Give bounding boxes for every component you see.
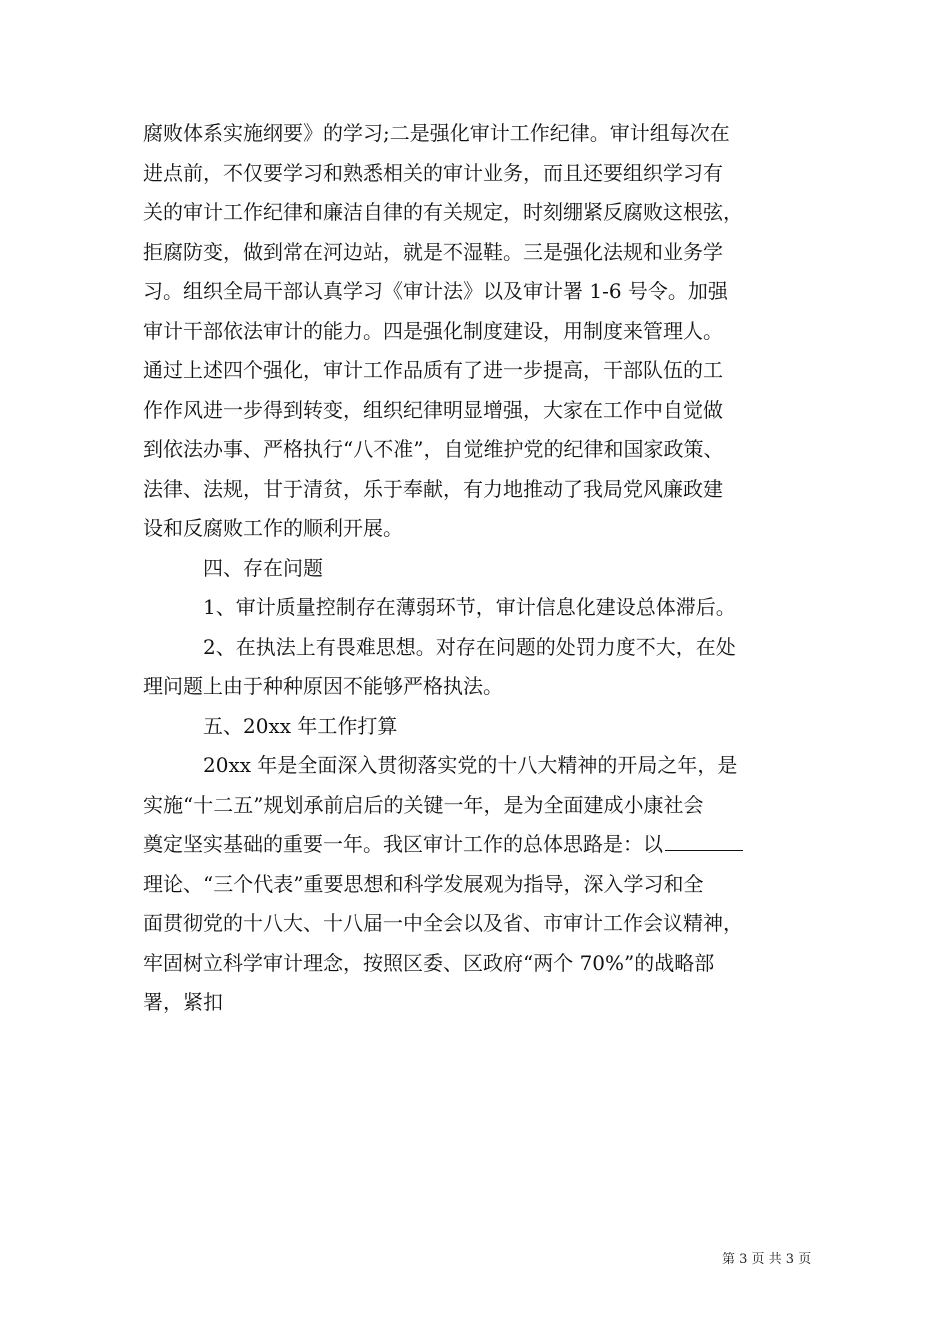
body-line: 作作风进一步得到转变，组织纪律明显增强，大家在工作中自觉做 <box>143 397 723 422</box>
problem-item-2-line2: 理问题上由于种种原因不能够严格执法。 <box>143 674 503 698</box>
body-line: 通过上述四个强化，审计工作品质有了进一步提高，干部队伍的工 <box>143 358 723 382</box>
plan-line-with-blank <box>143 825 823 865</box>
problem-item-2-line1: 2、在执法上有畏难思想。对存在问题的处罚力度不大，在处 <box>203 634 736 659</box>
body-line: 审计干部依法审计的能力。四是强化制度建设，用制度来管理人。 <box>143 318 723 343</box>
body-line: 设和反腐败工作的顺利开展。 <box>143 516 403 540</box>
body-line: 法律、法规，甘于清贫，乐于奉献，有力地推动了我局党风廉政建 <box>143 476 723 501</box>
body-line: 腐败体系实施纲要》的学习;二是强化审计工作纪律。审计组每次在 <box>143 121 730 145</box>
body-line: 习。组织全局干部认真学习《审计法》以及审计署 1-6 号令。加强 <box>143 279 728 303</box>
plan-line: 20xx 年是全面深入贯彻落实党的十八大精神的开局之年，是 <box>203 753 738 777</box>
plan-line-text: 奠定坚实基础的重要一年。我区审计工作的总体思路是：以 <box>143 832 663 856</box>
body-line: 进点前，不仅要学习和熟悉相关的审计业务，而且还要组织学习有 <box>143 160 723 185</box>
fill-in-blank <box>665 828 743 851</box>
problem-item-1: 1、审计质量控制存在薄弱环节，审计信息化建设总体滞后。 <box>203 595 736 619</box>
body-line: 拒腐防变，做到常在河边站，就是不湿鞋。三是强化法规和业务学 <box>143 239 723 264</box>
plan-line: 牢固树立科学审计理念，按照区委、区政府“两个 70%”的战略部 <box>143 950 715 975</box>
page-number-footer: 第 3 页 共 3 页 <box>722 1252 812 1267</box>
plan-line: 署，紧扣 <box>143 990 223 1014</box>
plan-line: 理论、“三个代表”重要思想和科学发展观为指导，深入学习和全 <box>143 871 704 896</box>
section-heading-plan: 五、20xx 年工作打算 <box>203 713 398 738</box>
section-heading-problems: 四、存在问题 <box>203 555 323 580</box>
body-line: 到依法办事、严格执行“八不准”，自觉维护党的纪律和国家政策、 <box>143 437 724 461</box>
body-line: 关的审计工作纪律和廉洁自律的有关规定，时刻绷紧反腐败这根弦， <box>143 200 743 224</box>
plan-line: 实施“十二五”规划承前启后的关键一年，是为全面建成小康社会 <box>143 792 704 817</box>
document-body <box>143 114 823 1023</box>
plan-line: 面贯彻党的十八大、十八届一中全会以及省、市审计工作会议精神， <box>143 911 743 935</box>
